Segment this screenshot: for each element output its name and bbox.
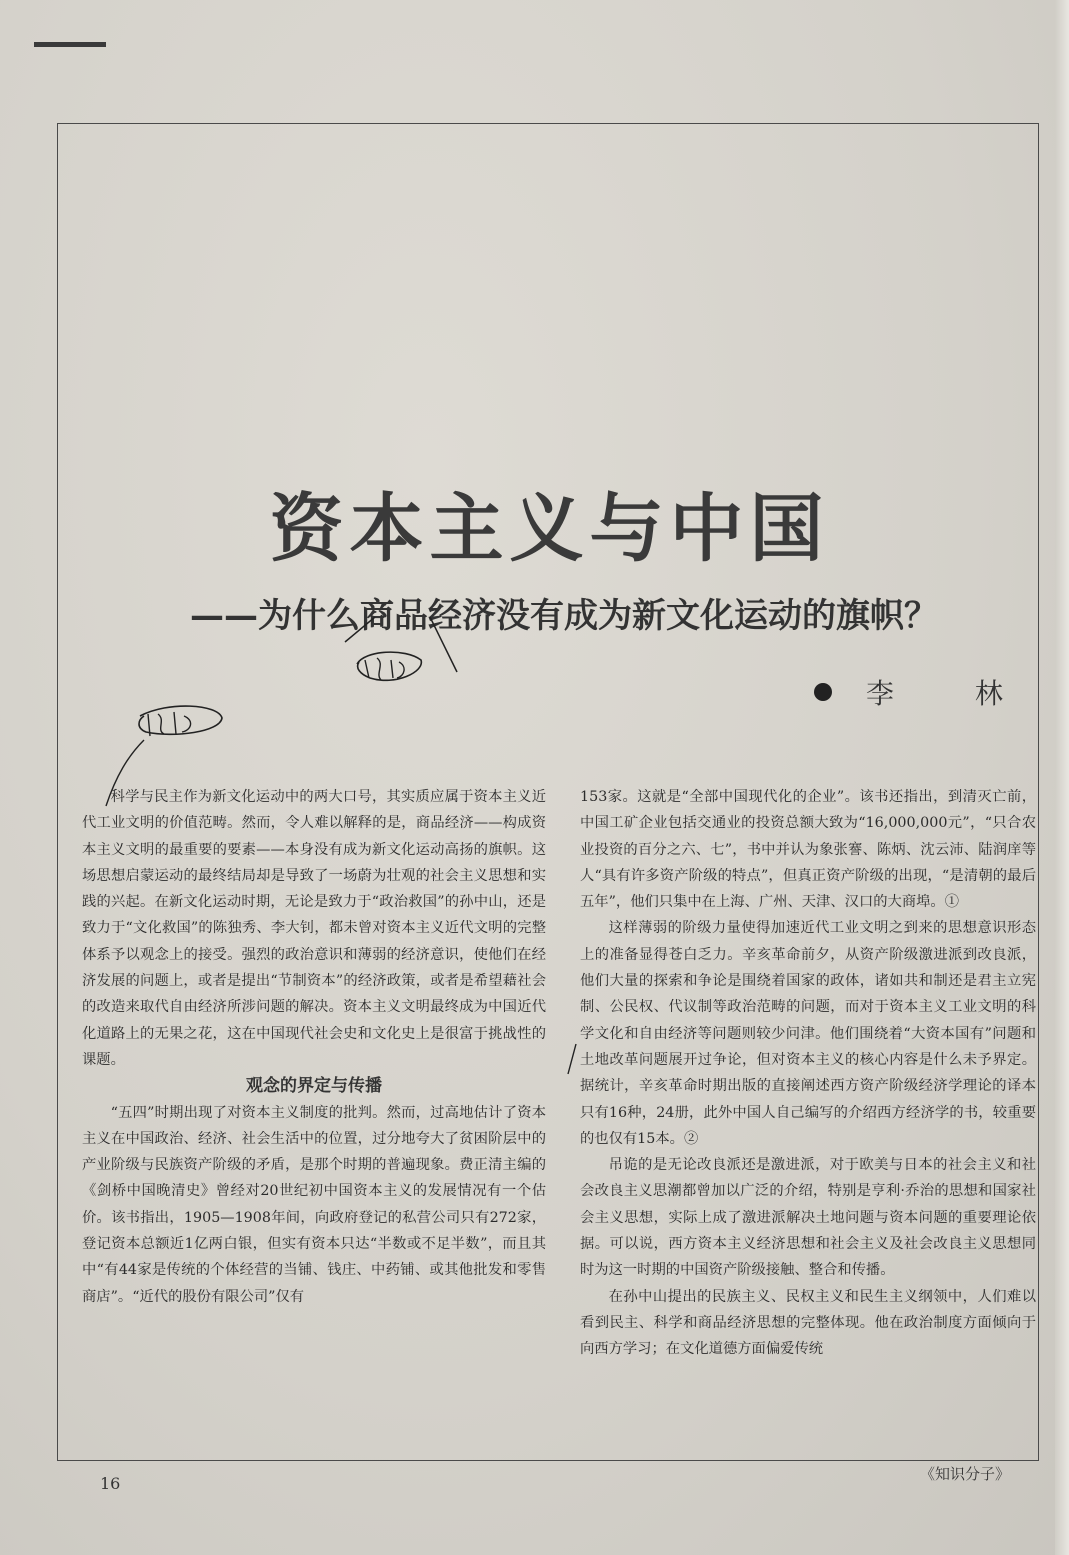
paragraph-1: 153家。这就是“全部中国现代化的企业”。该书还指出，到清灭亡前，中国工矿企业包括交通业的投资总额大致为“16,000,000元”，“只合农业投资的百分之六、七”，书中并认为象张謇、陈炳、沈云沛、陆润庠等人“具有许多资产阶级的特点”，但真正资产阶级的出现，“是清朝的最后五年”，他们只集中在上海、广州、天津、汉口的大商埠。① xyxy=(580,789,1036,911)
handwritten-annotation-top xyxy=(335,612,465,692)
article-title: 资本主义与中国 xyxy=(269,486,830,572)
bullet-icon xyxy=(814,683,832,701)
top-margin-mark xyxy=(34,42,106,47)
paragraph-3: 吊诡的是无论改良派还是激进派，对于欧美与日本的社会主义和社会改良主义思潮都曾加以广泛的介绍，特别是亨利·乔治的思想和国家社会主义思想，实际上成了激进派解决土地问题与资本问题的重要理论依据。可以说，西方资本主义经济思想和社会主义及社会改良主义思想同时为这一时期的中国资产阶级接触、整合和传播。 xyxy=(580,1157,1036,1279)
left-column xyxy=(82,784,546,1310)
magazine-name: 《知识分子》 xyxy=(920,1465,1011,1483)
paragraph-2: 这样薄弱的阶级力量使得加速近代工业文明之到来的思想意识形态上的准备显得苍白乏力。辛亥革命前夕，从资产阶级激进派到改良派，他们大量的探索和争论是围绕着国家的政体，诸如共和制还是君主立宪制、公民权、代议制等政治范畴的问题，而对于资本主义工业文明的科学文化和自由经济等问题则较少问津。他们围绕着“大资本国有”问题和土地改革问题展开过争论，但对资本主义的核心内容是什么未予界定。据统计，辛亥革命时期出版的直接阐述西方资产阶级经济学理论的译本只有16种，24册，此外中国人自己编写的介绍西方经济学的书，较重要的也仅有15本。② xyxy=(580,920,1036,1147)
article-subtitle: ——为什么商品经济没有成为新文化运动的旗帜？ xyxy=(190,596,938,636)
byline xyxy=(814,672,1039,712)
author-name: 李 林 xyxy=(866,677,1039,710)
section-heading: 观念的界定与传播 xyxy=(246,1076,382,1097)
page-number: 16 xyxy=(100,1474,121,1493)
right-column xyxy=(580,784,1036,1363)
page-edge xyxy=(1055,0,1069,1555)
paragraph-4: 在孙中山提出的民族主义、民权主义和民生主义纲领中，人们难以看到民主、科学和商品经济思想的完整体现。他在政治制度方面倾向于向西方学习；在文化道德方面偏爱传统 xyxy=(580,1288,1036,1358)
margin-mark xyxy=(562,1040,582,1080)
section-paragraph: “五四”时期出现了对资本主义制度的批判。然而，过高地估计了资本主义在中国政治、经济、社会生活中的位置，过分地夸大了贫困阶层中的产业阶级与民族资产阶级的矛盾，是那个时期的普遍现象。费正清主编的《剑桥中国晚清史》曾经对20世纪初中国资本主义的发展情况有一个估价。该书指出，1905—1908年间，向政府登记的私营公司只有272家，登记资本总额近1亿两白银，但实有资本只达“半数或不足半数”，而且其中“有44家是传统的个体经营的当铺、钱庄、中药铺、或其他批发和零售商店”。“近代的股份有限公司”仅有 xyxy=(82,1104,546,1305)
intro-paragraph: 科学与民主作为新文化运动中的两大口号，其实质应属于资本主义近代工业文明的价值范畴。然而，令人难以解释的是，商品经济——构成资本主义文明的最重要的要素——本身没有成为新文化运动高扬的旗帜。这场思想启蒙运动的最终结局却是导致了一场蔚为壮观的社会主义思想和实践的兴起。在新文化运动时期，无论是致力于“政治救国”的孙中山，还是致力于“文化救国”的陈独秀、李大钊，都未曾对资本主义近代文明的完整体系予以观念上的接受。强烈的政治意识和薄弱的经济意识，使他们在经济发展的问题上，或者是提出“节制资本”的经济政策，或者是希望藉社会的改造来取代自由经济所涉问题的解决。资本主义文明最终成为中国近代化道路上的无果之花，这在中国现代社会史和文化史上是很富于挑战性的课题。 xyxy=(82,789,546,1068)
